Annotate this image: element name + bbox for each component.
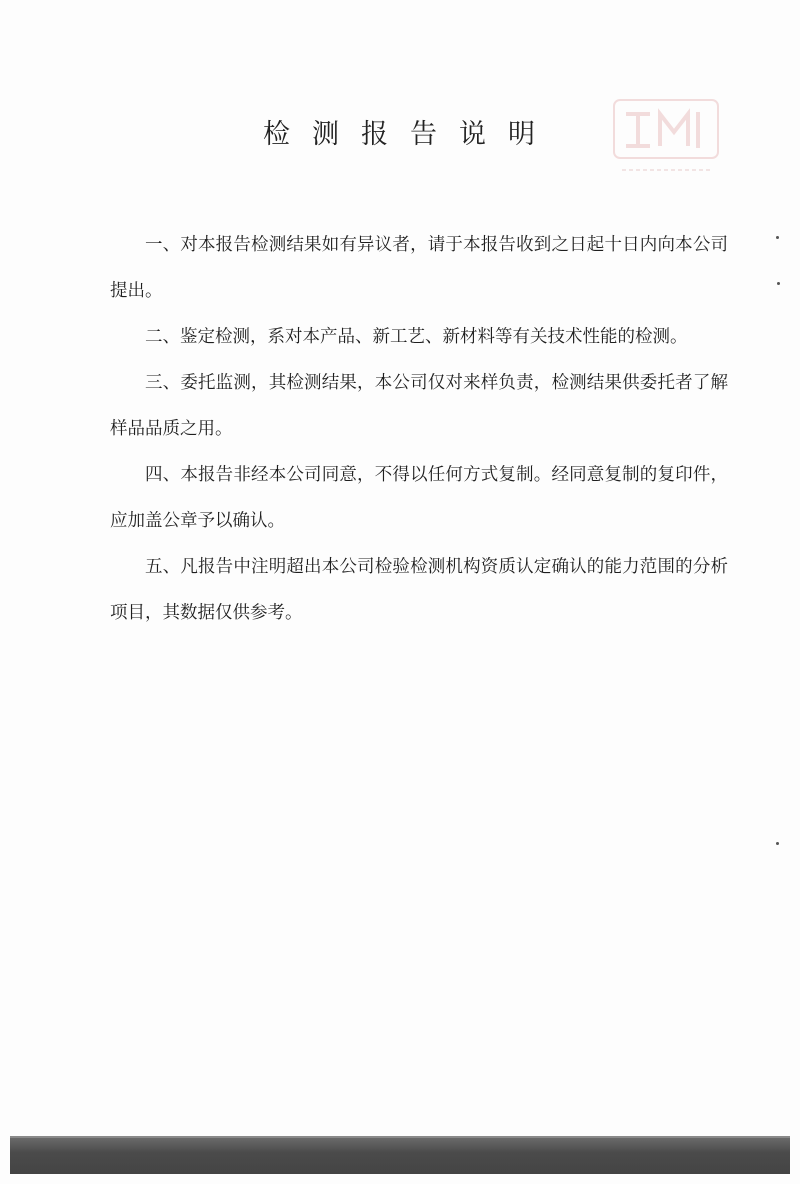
statement-paragraph-3: 三、委托监测，其检测结果，本公司仅对来样负责，检测结果供委托者了解样品品质之用。 [110, 373, 728, 439]
company-stamp-image [604, 92, 732, 184]
document-title: 检测报告说明 [263, 119, 557, 150]
scan-speck [777, 282, 780, 285]
scan-speck [776, 842, 779, 845]
statement-paragraph-4: 四、本报告非经本公司同意，不得以任何方式复制。经同意复制的复印件，应加盖公章予以确认。 [110, 465, 728, 531]
scan-speck [776, 236, 779, 239]
statement-body [110, 222, 728, 636]
scan-bottom-band [10, 1138, 790, 1174]
statement-paragraph-1: 一、对本报告检测结果如有异议者，请于本报告收到之日起十日内向本公司提出。 [110, 235, 728, 301]
statement-paragraph-2: 二、鉴定检测，系对本产品、新工艺、新材料等有关技术性能的检测。 [145, 327, 688, 347]
statement-paragraph-5: 五、凡报告中注明超出本公司检验检测机构资质认定确认的能力范围的分析项目，其数据仅供参考。 [110, 557, 728, 623]
